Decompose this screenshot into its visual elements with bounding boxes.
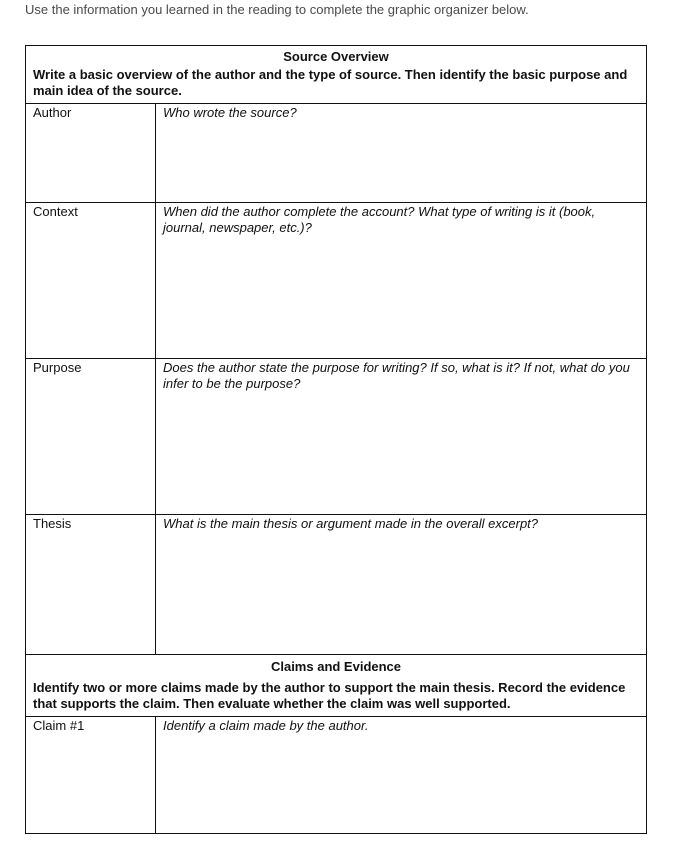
- answer-cell-thesis[interactable]: What is the main thesis or argument made in the overall excerpt?: [163, 516, 539, 531]
- row-label: Thesis: [26, 515, 156, 654]
- section-title: Source Overview: [283, 49, 389, 64]
- row-label: Claim #1: [26, 717, 156, 833]
- row-context: [26, 203, 646, 359]
- section-instructions: Write a basic overview of the author and the type of source. Then identify the basic purpose and main idea of the source.: [33, 67, 628, 98]
- section-instructions: Identify two or more claims made by the author to support the main thesis. Record the evidence that supports the claim. Then evaluate whether the claim was well supported.: [33, 680, 626, 711]
- row-label: Purpose: [26, 359, 156, 514]
- row-claim-1: [26, 717, 646, 833]
- row-thesis: [26, 515, 646, 655]
- graphic-organizer-table: [25, 45, 647, 834]
- source-overview-header: [26, 46, 646, 104]
- row-label: Context: [26, 203, 156, 358]
- answer-cell-purpose[interactable]: Does the author state the purpose for writing? If so, what is it? If not, what do you infer to be the purpose?: [163, 360, 630, 391]
- intro-text: Use the information you learned in the reading to complete the graphic organizer below.: [25, 2, 529, 17]
- row-purpose: [26, 359, 646, 515]
- answer-cell-claim-1[interactable]: Identify a claim made by the author.: [163, 718, 369, 733]
- section-title: Claims and Evidence: [270, 659, 402, 674]
- row-label: Author: [26, 104, 156, 202]
- answer-cell-author[interactable]: Who wrote the source?: [163, 105, 297, 120]
- row-author: [26, 104, 646, 203]
- claims-evidence-header: [26, 655, 646, 717]
- answer-cell-context[interactable]: When did the author complete the account? What type of writing is it (book, journal, newspaper, etc.)?: [163, 204, 596, 235]
